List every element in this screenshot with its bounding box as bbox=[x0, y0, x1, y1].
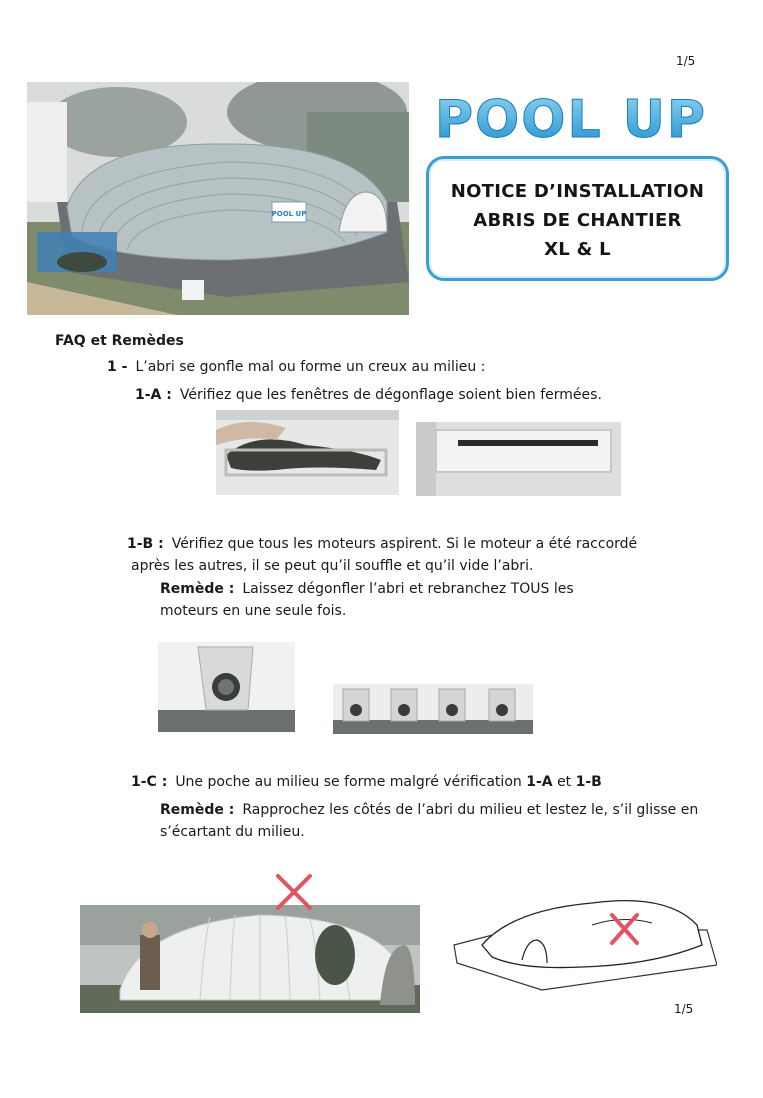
logo-text: POOL UP bbox=[434, 90, 708, 145]
title-line-2: ABRIS DE CHANTIER bbox=[473, 210, 682, 231]
faq-item-1b-remedy-line-2: moteurs en une seule fois. bbox=[160, 603, 347, 619]
shelter-photo bbox=[27, 82, 409, 315]
faq-item-1c-remedy-line-1: Rapprochez les côtés de l’abri du milieu et lestez le, s’il glisse en bbox=[242, 802, 699, 818]
motors-row-photo bbox=[333, 684, 533, 734]
shelter-pocket-diagram bbox=[452, 885, 717, 995]
deflation-window-open-photo bbox=[216, 410, 399, 495]
faq-item-1-text: L’abri se gonfle mal ou forme un creux au milieu : bbox=[135, 359, 486, 375]
deflation-window-closed-photo bbox=[416, 422, 621, 496]
cross-mark-icon bbox=[274, 872, 314, 912]
pool-up-logo bbox=[414, 90, 729, 145]
faq-item-1b-label: 1-B : bbox=[127, 536, 164, 552]
faq-heading: FAQ et Remèdes bbox=[55, 333, 184, 349]
faq-item-1c-text-mid: et bbox=[557, 774, 572, 790]
faq-item-1a-text: Vérifiez que les fenêtres de dégonflage soient bien fermées. bbox=[179, 387, 602, 403]
faq-item-1c-ref-a: 1-A bbox=[526, 774, 553, 790]
faq-item-1c bbox=[131, 771, 602, 793]
page-number-bottom: 1/5 bbox=[674, 1002, 694, 1016]
faq-item-1a bbox=[135, 384, 602, 406]
shelter-sign-text: POOL UP bbox=[271, 210, 307, 218]
title-line-3: XL & L bbox=[544, 239, 611, 260]
faq-item-1c-ref-b: 1-B bbox=[575, 774, 602, 790]
faq-item-1a-label: 1-A : bbox=[135, 387, 172, 403]
faq-item-1b-remedy-label: Remède : bbox=[160, 581, 235, 597]
faq-item-1 bbox=[107, 356, 485, 378]
faq-item-1c-remedy bbox=[160, 799, 698, 821]
page-number-top: 1/5 bbox=[676, 54, 696, 68]
faq-item-1c-text: Une poche au milieu se forme malgré vérification bbox=[175, 774, 522, 790]
faq-item-1b-text-line-2: après les autres, il se peut qu’il souffle et qu’il vide l’abri. bbox=[131, 558, 534, 574]
shelter-pocket-photo bbox=[80, 905, 420, 1013]
faq-item-1b-text-line-1: Vérifiez que tous les moteurs aspirent. Si le moteur a été raccordé bbox=[171, 536, 638, 552]
title-box bbox=[426, 156, 729, 281]
faq-item-1-number: 1 - bbox=[107, 359, 128, 375]
faq-item-1b bbox=[127, 533, 707, 555]
faq-item-1b-remedy bbox=[160, 578, 574, 600]
faq-item-1c-remedy-label: Remède : bbox=[160, 802, 235, 818]
motor-single-photo bbox=[158, 642, 295, 732]
title-line-1: NOTICE D’INSTALLATION bbox=[450, 181, 705, 202]
faq-item-1c-remedy-line-2: s’écartant du milieu. bbox=[160, 824, 305, 840]
faq-item-1b-remedy-line-1: Laissez dégonfler l’abri et rebranchez TOUS les bbox=[242, 581, 574, 597]
faq-item-1c-label: 1-C : bbox=[131, 774, 168, 790]
